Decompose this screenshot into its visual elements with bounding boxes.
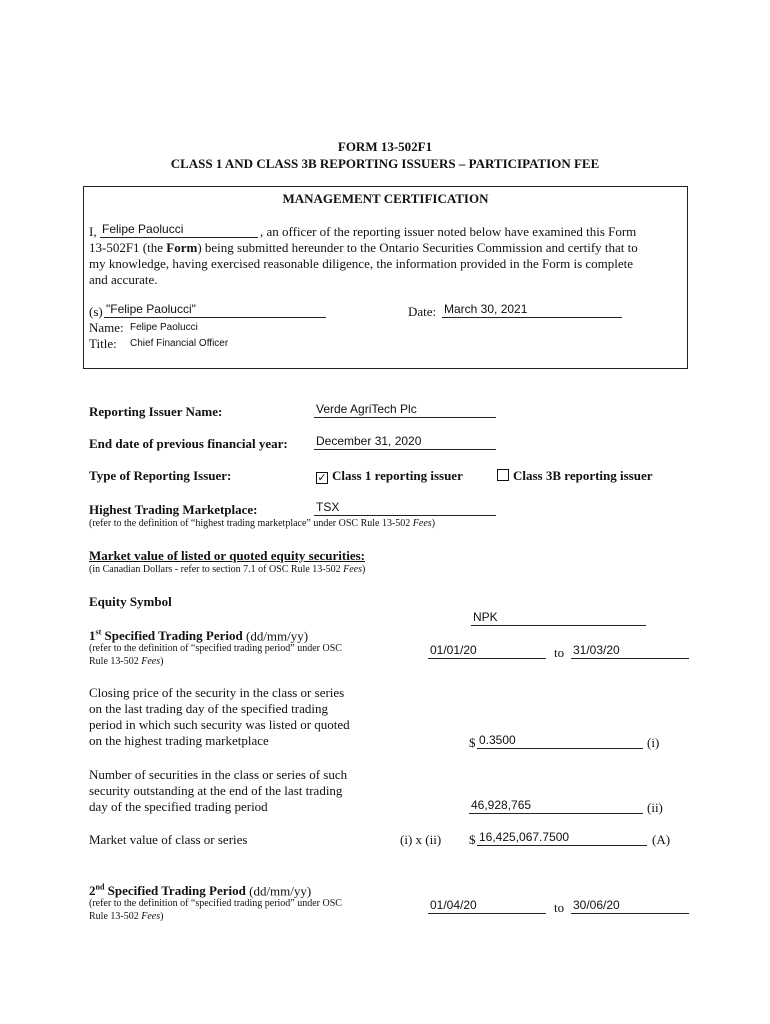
certification-body-line-2: 13-502F1 (the Form) being submitted hereunder to the Ontario Securities Commission and certify that to (89, 240, 638, 255)
period2-end-field[interactable] (571, 897, 689, 914)
period1-start-value: 01/01/20 (430, 643, 477, 657)
period2-start-field[interactable] (428, 897, 546, 914)
market-value-ref: (A) (652, 832, 671, 847)
closing-price-value: 0.3500 (479, 733, 516, 747)
issuer-name-value: Verde AgriTech Plc (316, 402, 417, 416)
equity-symbol-field[interactable] (471, 609, 646, 626)
market-value-note: (in Canadian Dollars - refer to section 7.1 of OSC Rule 13-502 Fees) (89, 564, 366, 575)
number-securities-label: Number of securities in the class or series of such security outstanding at the end of the last trading day of the specified trading period (89, 767, 348, 814)
class1-option[interactable] (316, 468, 463, 484)
class3b-option[interactable] (497, 468, 653, 484)
officer-name-value: Felipe Paolucci (102, 222, 184, 236)
end-date-field[interactable] (314, 433, 496, 450)
end-date-value: December 31, 2020 (316, 434, 422, 448)
period1-end-value: 31/03/20 (573, 643, 620, 657)
marketplace-field[interactable] (314, 499, 496, 516)
date-label: Date: (408, 304, 437, 319)
issuer-name-field[interactable] (314, 401, 496, 418)
signature-field[interactable] (104, 301, 326, 318)
market-value-field[interactable] (477, 829, 647, 846)
officer-name-field[interactable] (100, 221, 258, 238)
form-number: FORM 13-502F1 (337, 139, 433, 154)
marketplace-value: TSX (316, 500, 340, 514)
period1-heading: 1st Specified Trading Period (dd/mm/yy) (89, 628, 309, 644)
signature-value: "Felipe Paolucci" (106, 302, 196, 316)
period2-heading: 2nd Specified Trading Period (dd/mm/yy) (89, 883, 312, 899)
market-value-heading: Market value of listed or quoted equity securities: (89, 548, 365, 563)
period2-note-line-1: (refer to the definition of “specified trading period” under OSC (89, 898, 342, 909)
period2-end-value: 30/06/20 (573, 898, 620, 912)
certification-body-line-4: and accurate. (89, 272, 158, 287)
signature-label: (s) (89, 304, 103, 319)
class3b-checkbox[interactable] (497, 469, 509, 481)
end-date-label: End date of previous financial year: (89, 436, 288, 451)
name-value: Felipe Paolucci (130, 322, 198, 333)
certification-body-line-3: my knowledge, having exercised reasonable diligence, the information provided in the Form is complete (89, 256, 634, 271)
number-securities-ref: (ii) (647, 800, 663, 815)
form-title: CLASS 1 AND CLASS 3B REPORTING ISSUERS – PARTICIPATION FEE (170, 156, 600, 171)
market-dollar-sign: $ (469, 832, 476, 847)
certification-body-line-1: , an officer of the reporting issuer noted below have examined this Form (260, 224, 637, 239)
closing-price-label: Closing price of the security in the class or series on the last trading day of the specified trading period in which such security was listed or quoted on the highest trading marketplace (89, 685, 350, 748)
period1-note-line-1: (refer to the definition of “specified trading period” under OSC (89, 643, 342, 654)
title-value: Chief Financial Officer (130, 338, 229, 349)
period1-to-label: to (554, 645, 565, 660)
number-securities-field[interactable] (469, 797, 643, 814)
issuer-name-label: Reporting Issuer Name: (89, 404, 223, 419)
closing-dollar-sign: $ (469, 735, 476, 750)
period2-start-value: 01/04/20 (430, 898, 477, 912)
period1-note-line-2: Rule 13-502 Fees) (89, 656, 164, 667)
marketplace-label: Highest Trading Marketplace: (89, 502, 258, 517)
period1-end-field[interactable] (571, 642, 689, 659)
date-value: March 30, 2021 (444, 302, 528, 316)
period2-to-label: to (554, 900, 565, 915)
class3b-label: Class 3B reporting issuer (513, 468, 653, 483)
class1-checkbox[interactable]: ✓ (317, 471, 327, 484)
marketplace-note: (refer to the definition of “highest trading marketplace” under OSC Rule 13-502 Fees) (89, 518, 436, 529)
period2-note-line-2: Rule 13-502 Fees) (89, 911, 164, 922)
number-securities-value: 46,928,765 (471, 798, 532, 812)
equity-symbol-value: NPK (473, 610, 498, 624)
market-value-value: 16,425,067.7500 (479, 830, 570, 844)
name-label: Name: (89, 320, 124, 335)
date-field[interactable] (442, 301, 622, 318)
market-value-label: Market value of class or series (89, 832, 248, 847)
period1-start-field[interactable] (428, 642, 546, 659)
closing-price-ref: (i) (647, 735, 660, 750)
type-label: Type of Reporting Issuer: (89, 468, 232, 483)
certification-heading: MANAGEMENT CERTIFICATION (282, 191, 489, 206)
closing-price-field[interactable] (477, 732, 643, 749)
market-value-formula: (i) x (ii) (400, 832, 442, 847)
class1-label: Class 1 reporting issuer (332, 468, 463, 483)
title-label: Title: (89, 336, 117, 351)
certification-prefix: I, (89, 224, 97, 239)
equity-symbol-label: Equity Symbol (89, 594, 172, 609)
